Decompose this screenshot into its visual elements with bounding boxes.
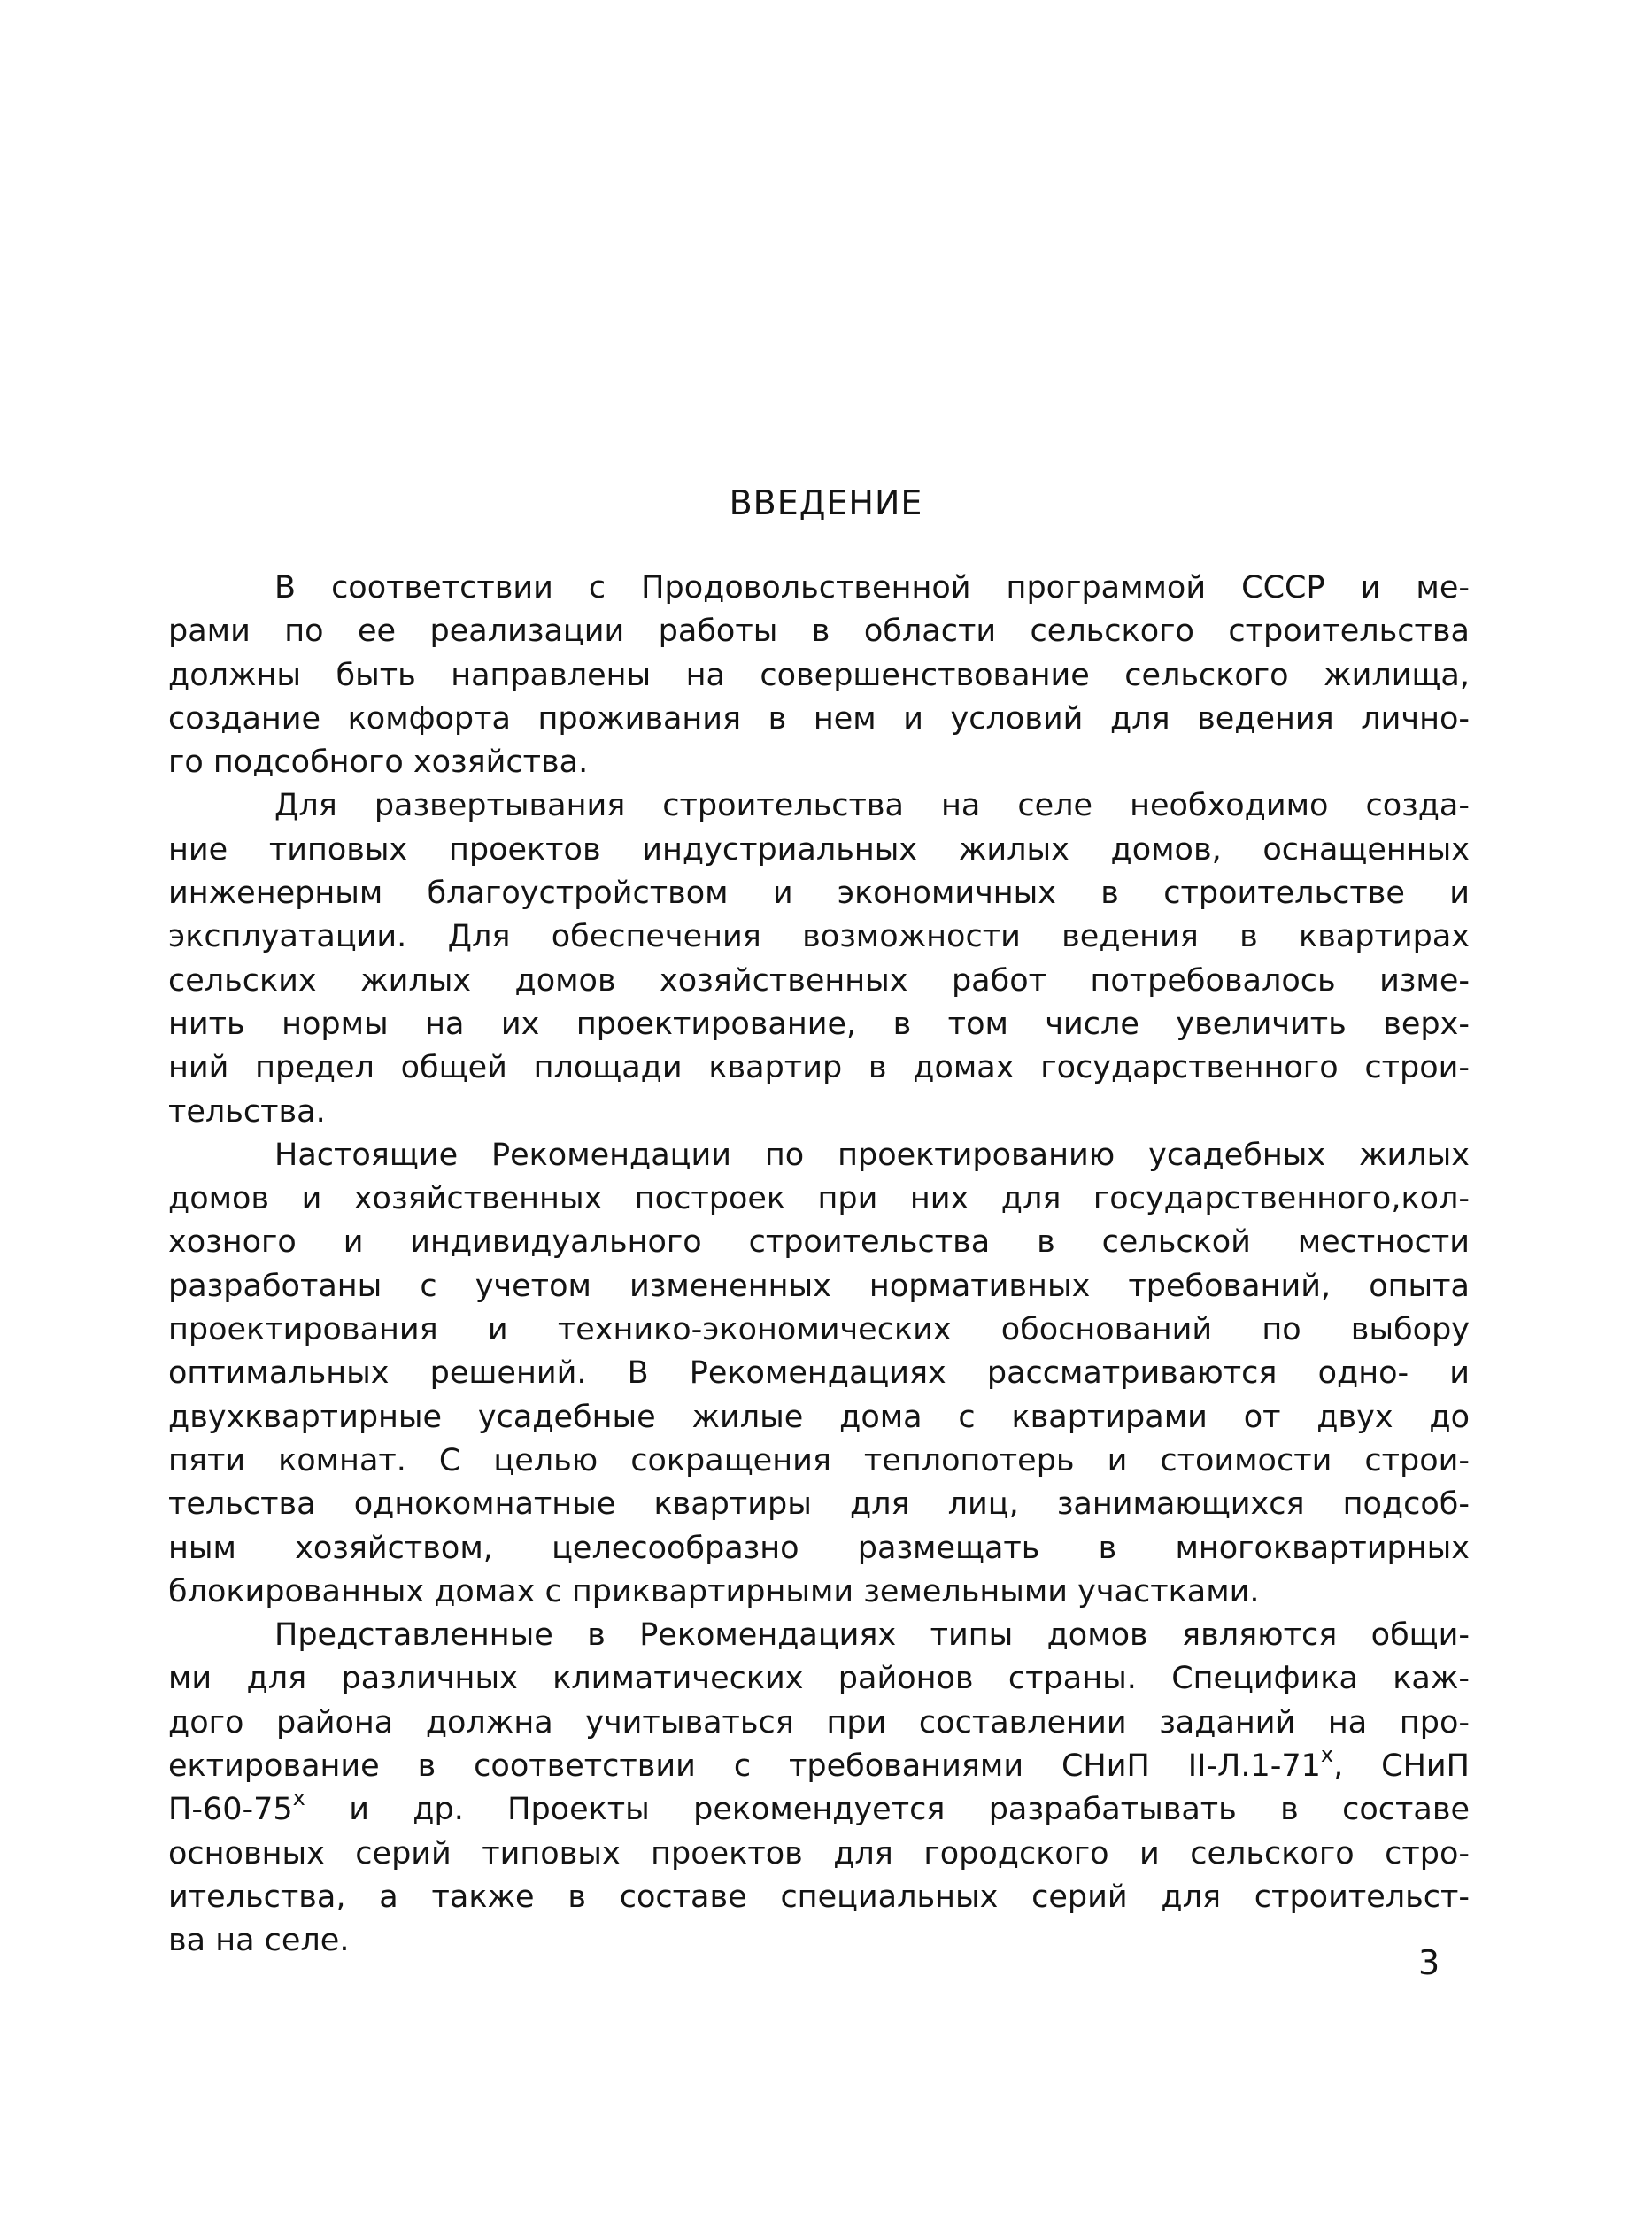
text-line: ным хозяйством, целесообразно размещать в многоквартирных <box>168 1530 1470 1566</box>
text-line: ительства, а также в составе специальных серий для строительст- <box>168 1879 1470 1915</box>
text-line: хозного и индивидуального строительства в сельской местности <box>168 1224 1470 1261</box>
text-line: ние типовых проектов индустриальных жилых домов, оснащенных <box>168 831 1470 868</box>
text-line: рами по ее реализации работы в области сельского строительства <box>168 614 1470 650</box>
text-line: эксплуатации. Для обеспечения возможности ведения в квартирах <box>168 919 1470 955</box>
text-segment: , СНиП <box>1333 1748 1470 1785</box>
text-line: Для развертывания строительства на селе необходимо созда- <box>274 788 1470 824</box>
text-line: нить нормы на их проектирование, в том числе увеличить верх- <box>168 1006 1470 1042</box>
text-line: тельства. <box>168 1093 326 1130</box>
text-line: основных серий типовых проектов для городского и сельского стро- <box>168 1835 1470 1871</box>
text-line: ний предел общей площади квартир в домах государственного строи- <box>168 1050 1470 1086</box>
text-line: домов и хозяйственных построек при них для государственного,кол- <box>168 1181 1470 1217</box>
paragraph <box>168 1134 1470 1614</box>
text-line: дого района должна учитываться при составлении заданий на про- <box>168 1704 1470 1740</box>
text-line: пяти комнат. С целью сокращения теплопотерь и стоимости строи- <box>168 1442 1470 1478</box>
text-line: двухквартирные усадебные жилые дома с квартирами от двух до <box>168 1399 1470 1435</box>
text-segment: П-60-75 <box>168 1792 293 1828</box>
page-title: ВВЕДЕНИЕ <box>729 483 923 522</box>
text-line: разработаны с учетом измененных нормативных требований, опыта <box>168 1268 1470 1304</box>
text-line: ми для различных климатических районов страны. Специфика каж- <box>168 1661 1470 1697</box>
text-line: ва на селе. <box>168 1923 350 1959</box>
text-line: блокированных домах с приквартирными земельными участками. <box>168 1573 1260 1609</box>
text-line: проектирования и технико-экономических обоснований по выбору <box>168 1312 1470 1348</box>
superscript-mark: х <box>292 1786 305 1811</box>
text-segment: и др. Проекты рекомендуется разрабатывать в составе <box>305 1792 1470 1828</box>
text-line: тельства однокомнатные квартиры для лиц, занимающихся подсоб- <box>168 1486 1470 1523</box>
text-line: Представленные в Рекомендациях типы домов являются общи- <box>274 1617 1470 1654</box>
page-number: 3 <box>1418 1943 1440 1982</box>
text-line <box>168 1742 1470 1788</box>
text-line: го подсобного хозяйства. <box>168 745 589 781</box>
text-line <box>168 1788 1470 1832</box>
text-line: Настоящие Рекомендации по проектированию усадебных жилых <box>274 1137 1470 1173</box>
text-line: оптимальных решений. В Рекомендациях рассматриваются одно- и <box>168 1355 1470 1392</box>
text-segment: ектирование в соответствии с требованиями СНиП II-Л.1-71 <box>168 1748 1321 1785</box>
superscript-mark: х <box>1320 1742 1334 1768</box>
paragraph <box>168 1614 1470 1963</box>
paragraph <box>168 784 1470 1133</box>
text-line: создание комфорта проживания в нем и условий для ведения лично- <box>168 700 1470 737</box>
body-text <box>168 567 1470 1964</box>
text-line: должны быть направлены на совершенствование сельского жилища, <box>168 657 1470 693</box>
text-line: В соответствии с Продовольственной программой СССР и ме- <box>274 570 1470 606</box>
text-line: инженерным благоустройством и экономичных в строительстве и <box>168 876 1470 912</box>
paragraph <box>168 567 1470 784</box>
text-line: сельских жилых домов хозяйственных работ потребовалось изме- <box>168 962 1470 999</box>
